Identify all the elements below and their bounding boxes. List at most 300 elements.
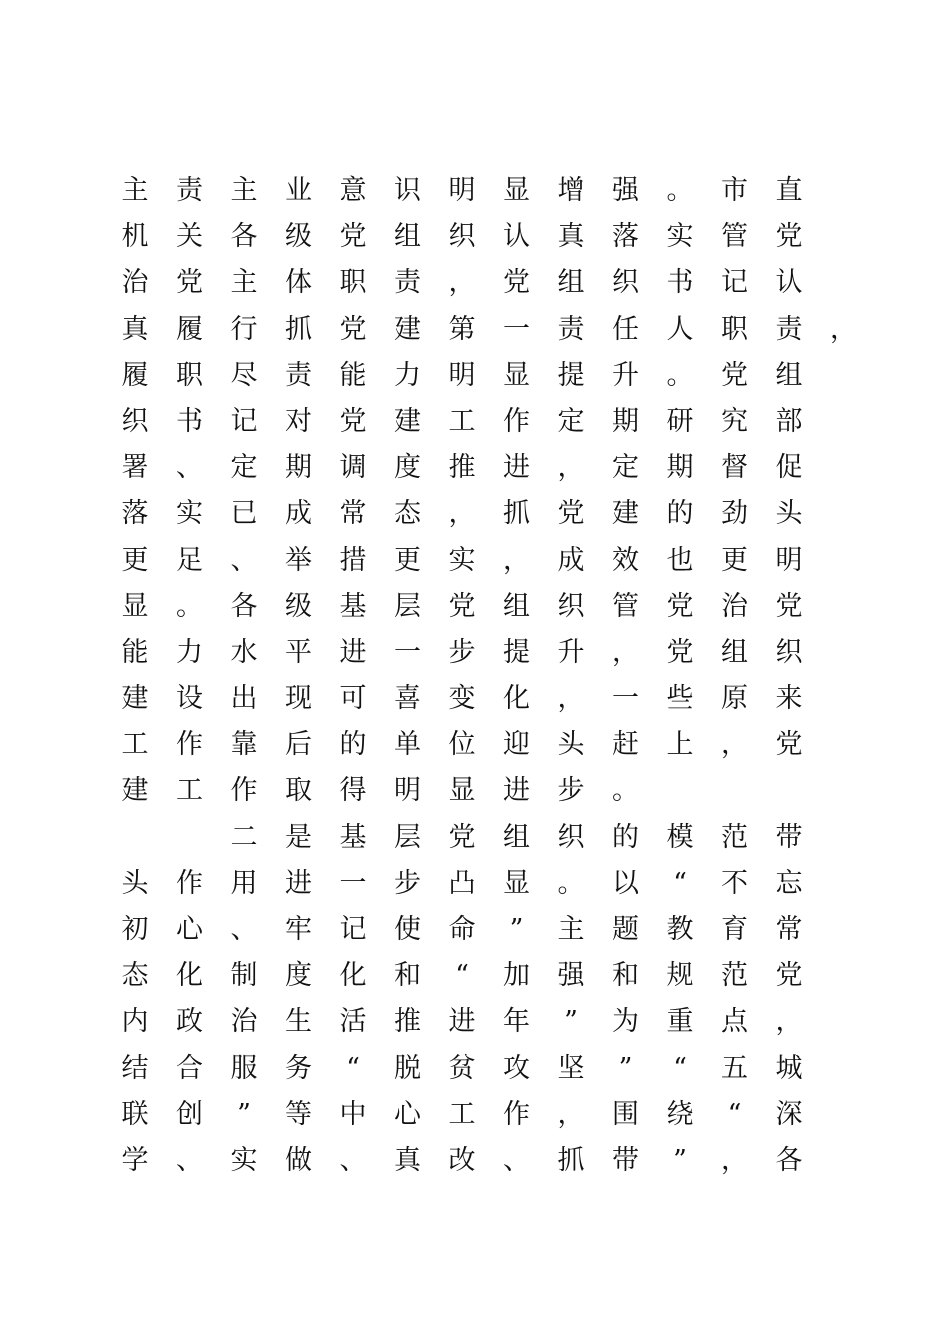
text-glyph: 织 (121, 405, 149, 437)
text-line (108, 168, 858, 214)
text-glyph: 更 (121, 544, 149, 576)
text-glyph: 建 (612, 498, 639, 530)
text-glyph: 期 (285, 452, 312, 484)
text-glyph: 党 (721, 359, 748, 391)
text-glyph: 生 (285, 1006, 312, 1038)
text-glyph: 定 (612, 452, 639, 484)
text-glyph: “ (455, 960, 469, 992)
text-line (108, 445, 858, 491)
text-glyph: 研 (666, 405, 694, 437)
text-glyph: 已 (230, 498, 258, 530)
text-glyph: 五 (721, 1052, 748, 1084)
text-glyph: 结 (121, 1052, 149, 1084)
text-glyph: 履 (176, 313, 203, 345)
text-glyph: 意 (339, 175, 367, 206)
text-glyph: 明 (775, 544, 803, 576)
text-glyph: 头 (557, 729, 585, 761)
text-glyph: 党 (339, 405, 367, 437)
text-line (108, 1092, 858, 1138)
text-glyph: 二 (230, 821, 258, 853)
text-glyph: 态 (121, 960, 149, 992)
text-glyph: 取 (285, 775, 312, 807)
text-glyph: 头 (775, 498, 803, 530)
text-glyph: 组 (775, 359, 803, 391)
text-glyph: 实 (176, 498, 203, 530)
text-glyph: 点 (721, 1006, 748, 1038)
text-glyph: ” (673, 1144, 687, 1176)
text-glyph: 、 (230, 544, 258, 576)
text-glyph: 设 (176, 683, 203, 715)
text-glyph: 建 (394, 405, 421, 437)
text-glyph: 责 (394, 267, 421, 299)
text-glyph: 加 (503, 960, 530, 992)
text-glyph: 人 (666, 313, 694, 345)
text-glyph: 使 (394, 914, 421, 945)
text-glyph: 显 (448, 775, 476, 807)
text-glyph: 党 (448, 590, 476, 622)
text-glyph: 力 (394, 359, 421, 391)
text-glyph: 进 (503, 775, 530, 807)
text-glyph: 。 (176, 590, 203, 622)
text-glyph: 织 (557, 590, 585, 622)
text-glyph: 党 (666, 590, 694, 622)
text-glyph: 强 (557, 960, 585, 992)
text-glyph: 职 (339, 267, 367, 299)
text-glyph: 组 (503, 821, 530, 853)
text-glyph: 劲 (721, 498, 748, 530)
text-glyph: 和 (612, 960, 639, 992)
text-glyph: 定 (557, 405, 585, 437)
text-glyph: 的 (666, 498, 694, 530)
text-glyph: 合 (176, 1052, 203, 1084)
text-glyph: 织 (448, 221, 476, 253)
text-line (108, 260, 858, 306)
text-glyph: 喜 (394, 683, 421, 715)
text-glyph: 署 (121, 452, 149, 484)
text-glyph: 履 (121, 359, 149, 391)
text-glyph: 记 (230, 405, 258, 437)
text-glyph: 做 (285, 1144, 312, 1176)
text-line (108, 768, 858, 814)
text-glyph: 识 (394, 175, 421, 206)
text-glyph: 位 (448, 729, 476, 761)
text-glyph: 贫 (448, 1052, 476, 1084)
text-glyph: 主 (230, 267, 258, 299)
text-glyph: 升 (612, 359, 639, 391)
text-glyph: 党 (775, 729, 803, 761)
text-glyph: 党 (339, 221, 367, 253)
text-line (108, 1138, 858, 1184)
text-glyph: 赶 (612, 729, 639, 761)
text-glyph: 党 (775, 960, 803, 992)
text-glyph: 组 (557, 267, 585, 299)
text-glyph: 心 (176, 914, 203, 945)
text-glyph: 升 (557, 636, 585, 668)
text-glyph: 迎 (503, 729, 530, 761)
text-glyph: 督 (721, 452, 748, 484)
text-glyph: 市 (721, 175, 748, 206)
text-glyph: 为 (612, 1006, 639, 1038)
text-glyph: 力 (176, 636, 203, 668)
text-glyph: 上 (666, 729, 694, 761)
text-glyph: ， (721, 729, 748, 761)
text-line (108, 491, 858, 537)
text-glyph: 务 (285, 1052, 312, 1084)
text-glyph: 基 (339, 590, 367, 622)
text-glyph: 效 (612, 544, 639, 576)
text-glyph: 联 (121, 1098, 149, 1130)
text-glyph: 能 (121, 636, 149, 668)
text-glyph: 认 (503, 221, 530, 253)
text-glyph: 作 (176, 867, 203, 899)
text-line (108, 630, 858, 676)
text-line (108, 584, 858, 630)
text-line (108, 307, 858, 353)
text-glyph: 活 (339, 1006, 367, 1038)
text-glyph: 推 (448, 452, 476, 484)
text-glyph: 深 (775, 1098, 803, 1130)
text-glyph: 、 (339, 1144, 367, 1176)
text-glyph: 责 (775, 313, 803, 345)
text-glyph: 是 (285, 821, 312, 853)
text-glyph: 政 (176, 1006, 203, 1038)
text-glyph: 改 (448, 1144, 476, 1176)
text-glyph: 进 (339, 636, 367, 668)
text-glyph: 工 (448, 405, 476, 437)
text-glyph: 些 (666, 683, 694, 715)
text-glyph: 级 (285, 221, 312, 253)
text-glyph: 常 (339, 498, 367, 530)
text-glyph: 。 (612, 775, 639, 807)
text-glyph: 级 (285, 590, 312, 622)
text-glyph: 年 (503, 1006, 530, 1038)
text-glyph: ” (564, 1006, 578, 1038)
text-glyph: 范 (721, 960, 748, 992)
text-glyph: ， (830, 313, 857, 345)
text-glyph: 度 (285, 960, 312, 992)
text-glyph: 职 (721, 313, 748, 345)
text-glyph: 体 (285, 267, 312, 299)
text-glyph: 度 (394, 452, 421, 484)
text-glyph: 工 (176, 775, 203, 807)
text-glyph: ， (612, 636, 639, 668)
text-glyph: 落 (612, 221, 639, 253)
text-glyph: ” (618, 1052, 633, 1084)
text-glyph: 调 (339, 452, 367, 484)
text-glyph: 进 (448, 1006, 476, 1038)
text-glyph: 进 (285, 867, 312, 899)
text-glyph: 强 (612, 175, 639, 206)
text-glyph: 范 (721, 821, 748, 853)
text-glyph: 抓 (503, 498, 530, 530)
text-glyph: 显 (121, 590, 149, 622)
text-glyph: 举 (285, 544, 312, 576)
text-glyph: 明 (448, 175, 476, 206)
text-glyph: 真 (121, 313, 149, 345)
text-glyph: 任 (612, 313, 639, 345)
text-glyph: 模 (666, 821, 694, 853)
text-glyph: 抓 (285, 313, 312, 345)
text-glyph: 责 (285, 359, 312, 391)
text-glyph: 用 (230, 867, 258, 899)
text-glyph: ” (237, 1098, 251, 1130)
text-line (108, 1046, 858, 1092)
text-glyph: 原 (721, 683, 748, 715)
text-glyph: 记 (339, 914, 367, 945)
text-line (108, 999, 858, 1045)
text-glyph: “ (346, 1052, 360, 1084)
text-glyph: 作 (230, 775, 258, 807)
text-glyph: 和 (394, 960, 421, 992)
text-glyph: 制 (230, 960, 258, 992)
text-glyph: ， (557, 1098, 585, 1130)
text-glyph: 成 (557, 544, 585, 576)
text-glyph: 党 (775, 221, 803, 253)
text-glyph: 显 (503, 175, 530, 206)
text-glyph: 、 (176, 1144, 203, 1176)
text-glyph: 建 (394, 313, 421, 345)
text-glyph: 一 (394, 636, 421, 668)
text-glyph: 创 (176, 1098, 203, 1130)
text-glyph: 作 (176, 729, 203, 761)
text-glyph: 。 (666, 359, 694, 391)
text-glyph: 育 (721, 914, 748, 945)
text-glyph: 化 (339, 960, 367, 992)
text-glyph: 党 (448, 821, 476, 853)
text-glyph: 机 (121, 221, 149, 253)
text-glyph: 责 (557, 313, 585, 345)
text-glyph: 究 (721, 405, 748, 437)
text-glyph: 教 (666, 914, 694, 945)
text-glyph: 带 (612, 1144, 639, 1176)
text-glyph: 学 (121, 1144, 149, 1176)
text-glyph: 、 (230, 914, 258, 945)
text-line (108, 861, 858, 907)
text-glyph: 牢 (285, 914, 312, 945)
text-glyph: 初 (121, 914, 149, 945)
text-glyph: 各 (230, 590, 258, 622)
text-glyph: 定 (230, 452, 258, 484)
text-glyph: 实 (666, 221, 694, 253)
text-glyph: 态 (394, 498, 421, 530)
text-glyph: 基 (339, 821, 367, 853)
text-glyph: 水 (230, 636, 258, 668)
text-glyph: “ (673, 1052, 687, 1084)
text-glyph: 治 (121, 267, 149, 299)
text-glyph: 重 (666, 1006, 694, 1038)
text-glyph: 工 (448, 1098, 476, 1130)
text-glyph: 显 (503, 359, 530, 391)
text-glyph: 关 (176, 221, 203, 253)
text-line (108, 722, 858, 768)
text-glyph: 明 (394, 775, 421, 807)
text-glyph: 书 (176, 405, 203, 437)
text-glyph: 现 (285, 683, 312, 715)
text-glyph: 头 (121, 867, 149, 899)
text-glyph: 足 (176, 544, 203, 576)
text-glyph: 脱 (394, 1052, 421, 1084)
text-glyph: 主 (557, 914, 585, 945)
text-glyph: 第 (448, 313, 476, 345)
text-glyph: ， (721, 1144, 748, 1176)
text-glyph: 期 (666, 452, 694, 484)
text-glyph: 书 (666, 267, 694, 299)
text-glyph: 步 (448, 636, 476, 668)
text-glyph: 促 (775, 452, 803, 484)
text-glyph: 带 (775, 821, 803, 853)
text-glyph: 措 (339, 544, 367, 576)
text-glyph: 出 (230, 683, 258, 715)
text-glyph: 的 (612, 821, 639, 853)
text-glyph: 落 (121, 498, 149, 530)
text-glyph: ” (509, 914, 524, 945)
text-glyph: 职 (176, 359, 203, 391)
text-glyph: 一 (612, 683, 639, 715)
text-glyph: 更 (394, 544, 421, 576)
text-glyph: 变 (448, 683, 476, 715)
text-glyph: 抓 (557, 1144, 585, 1176)
text-glyph: 来 (775, 683, 803, 715)
text-glyph: 提 (557, 359, 585, 391)
text-glyph: 党 (339, 313, 367, 345)
text-glyph: 、 (176, 452, 203, 484)
text-glyph: 责 (176, 175, 203, 206)
text-glyph: 工 (121, 729, 149, 761)
text-glyph: 更 (721, 544, 748, 576)
text-line (108, 353, 858, 399)
text-line (108, 676, 858, 722)
text-glyph: 作 (503, 405, 530, 437)
text-glyph: 服 (230, 1052, 258, 1084)
text-glyph: 可 (339, 683, 367, 715)
text-glyph: 后 (285, 729, 312, 761)
text-glyph: “ (673, 867, 687, 899)
text-glyph: 织 (612, 267, 639, 299)
text-glyph: 一 (503, 313, 530, 345)
text-glyph: 实 (448, 544, 476, 576)
text-glyph: 对 (285, 405, 312, 437)
text-glyph: 党 (557, 498, 585, 530)
text-glyph: 组 (503, 590, 530, 622)
text-glyph: 化 (503, 683, 530, 715)
text-line (108, 399, 858, 445)
text-glyph: 织 (775, 636, 803, 668)
text-glyph: 建 (121, 683, 149, 715)
text-glyph: 层 (394, 821, 421, 853)
text-glyph: 尽 (230, 359, 258, 391)
text-glyph: 以 (612, 867, 639, 899)
text-glyph: 部 (775, 405, 803, 437)
text-glyph: ， (775, 1006, 803, 1038)
text-glyph: 党 (503, 267, 530, 299)
text-glyph: 步 (394, 867, 421, 899)
text-glyph: 显 (503, 867, 530, 899)
text-glyph: 织 (557, 821, 585, 853)
text-glyph: 各 (775, 1144, 803, 1176)
text-glyph: ， (448, 267, 476, 299)
text-glyph: 治 (230, 1006, 258, 1038)
text-glyph: 也 (666, 544, 694, 576)
text-glyph: 绕 (666, 1098, 694, 1130)
text-glyph: 实 (230, 1144, 258, 1176)
text-glyph: 行 (230, 313, 258, 345)
text-glyph: 治 (721, 590, 748, 622)
text-glyph: 管 (721, 221, 748, 253)
text-glyph: 心 (394, 1098, 421, 1130)
text-glyph: 步 (557, 775, 585, 807)
text-glyph: 成 (285, 498, 312, 530)
text-glyph: 忘 (775, 867, 803, 899)
text-glyph: 内 (121, 1006, 149, 1038)
text-glyph: 得 (339, 775, 367, 807)
text-glyph: 增 (557, 175, 585, 206)
text-glyph: “ (727, 1098, 742, 1130)
text-glyph: 认 (775, 267, 803, 299)
text-glyph: 记 (721, 267, 748, 299)
text-glyph: 不 (721, 867, 748, 899)
text-glyph: ， (557, 683, 585, 715)
text-glyph: ， (557, 452, 585, 484)
text-glyph: 中 (339, 1098, 367, 1130)
text-glyph: 城 (775, 1052, 803, 1084)
text-glyph: 建 (121, 775, 149, 807)
body-text (108, 168, 858, 1184)
text-glyph: 靠 (230, 729, 258, 761)
text-glyph: 真 (394, 1144, 421, 1176)
text-line (108, 907, 858, 953)
text-glyph: 规 (666, 960, 694, 992)
text-glyph: 党 (666, 636, 694, 668)
text-glyph: 业 (285, 175, 312, 206)
text-glyph: ， (503, 544, 530, 576)
text-glyph: 化 (176, 960, 203, 992)
text-glyph: 。 (666, 175, 694, 206)
text-glyph: 党 (176, 267, 203, 299)
text-glyph: 命 (448, 914, 476, 945)
text-glyph: 进 (503, 452, 530, 484)
text-glyph: 平 (285, 636, 312, 668)
text-glyph: 直 (775, 175, 803, 206)
text-glyph: 明 (448, 359, 476, 391)
text-glyph: 推 (394, 1006, 421, 1038)
text-glyph: 组 (721, 636, 748, 668)
text-glyph: 攻 (503, 1052, 530, 1084)
text-line (108, 815, 858, 861)
text-line (108, 214, 858, 260)
text-glyph: 作 (503, 1098, 530, 1130)
text-glyph: 等 (285, 1098, 312, 1130)
text-glyph: 能 (339, 359, 367, 391)
text-glyph: 、 (503, 1144, 530, 1176)
text-glyph: 围 (612, 1098, 639, 1130)
text-glyph: 单 (394, 729, 421, 761)
text-line (108, 953, 858, 999)
text-glyph: 凸 (448, 867, 476, 899)
text-glyph: 题 (612, 914, 639, 945)
text-glyph: 党 (775, 590, 803, 622)
text-glyph: 管 (612, 590, 639, 622)
text-glyph: 层 (394, 590, 421, 622)
text-glyph: 真 (557, 221, 585, 253)
text-glyph: 主 (121, 175, 149, 206)
text-glyph: 各 (230, 221, 258, 253)
text-glyph: 组 (394, 221, 421, 253)
text-glyph: 提 (503, 636, 530, 668)
text-glyph: 一 (339, 867, 367, 899)
text-line (108, 538, 858, 584)
text-glyph: 期 (612, 405, 639, 437)
text-glyph: ， (448, 498, 476, 530)
